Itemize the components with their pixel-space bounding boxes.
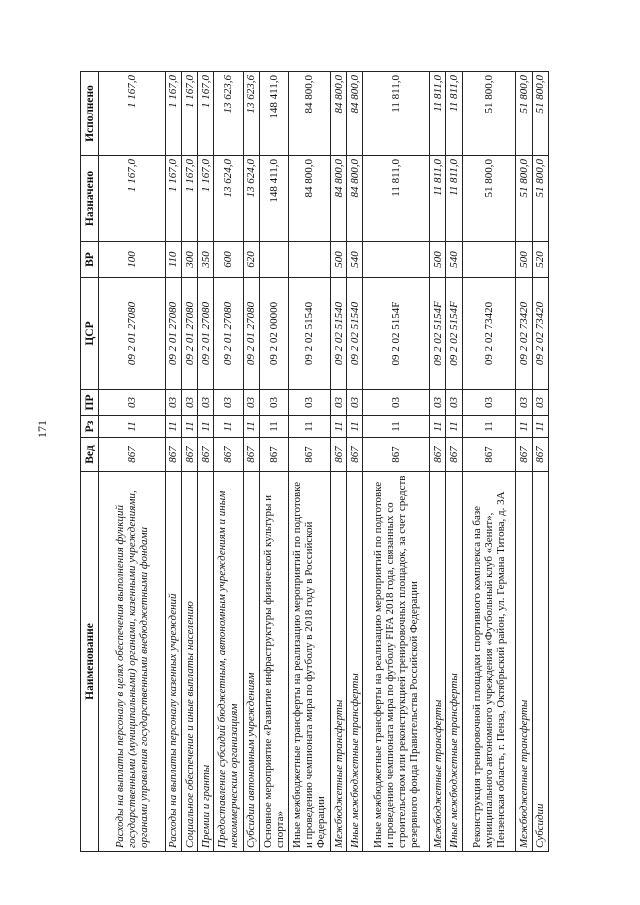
cell-name: Иные межбюджетные трансферты на реализацию мероприятий по подготовке и проведению чемпионата мира по футболу FIFA 2018 года, связанных со строительством или реконструкцией тренировочных площадок, за счет средств резервного фонда Правительства Российской Федерации bbox=[363, 472, 430, 852]
cell-assigned: 13 624,0 bbox=[243, 156, 259, 242]
cell-ved: 867 bbox=[214, 438, 243, 472]
table-row bbox=[516, 72, 532, 852]
cell-assigned: 51 800,0 bbox=[532, 156, 548, 242]
cell-rz: 11 bbox=[330, 416, 346, 438]
header-pr: ПР bbox=[81, 390, 99, 416]
cell-ved: 867 bbox=[516, 438, 532, 472]
header-name: Наименование bbox=[81, 472, 99, 852]
cell-executed: 84 800,0 bbox=[330, 72, 346, 156]
cell-assigned: 148 411,0 bbox=[259, 156, 288, 242]
cell-rz: 11 bbox=[243, 416, 259, 438]
cell-ved: 867 bbox=[462, 438, 516, 472]
header-ved: Вед bbox=[81, 438, 99, 472]
cell-vr bbox=[288, 242, 330, 278]
cell-vr: 620 bbox=[243, 242, 259, 278]
cell-name: Реконструкция тренировочной площадки спортивного комплекса на базе муниципального автономного учреждения «Футбольный клуб «Зенит», Пензенская область, г. Пенза, Октябрьский район, ул. Германа Титова, д. 3А bbox=[462, 472, 516, 852]
cell-executed: 1 167,0 bbox=[99, 72, 166, 156]
table-row bbox=[446, 72, 462, 852]
cell-ved: 867 bbox=[532, 438, 548, 472]
cell-pr: 03 bbox=[446, 390, 462, 416]
cell-pr: 03 bbox=[99, 390, 166, 416]
cell-ved: 867 bbox=[259, 438, 288, 472]
cell-ved: 867 bbox=[243, 438, 259, 472]
cell-vr: 540 bbox=[347, 242, 363, 278]
cell-name: Основное мероприятие «Развитие инфраструктуры физической культуры и спорта» bbox=[259, 472, 288, 852]
cell-vr: 100 bbox=[99, 242, 166, 278]
table-row bbox=[347, 72, 363, 852]
cell-csr: 09 2 02 5154F bbox=[363, 278, 430, 390]
cell-csr: 09 2 02 51540 bbox=[288, 278, 330, 390]
cell-name: Премии и гранты bbox=[198, 472, 214, 852]
cell-pr: 03 bbox=[243, 390, 259, 416]
cell-ved: 867 bbox=[363, 438, 430, 472]
table-row bbox=[288, 72, 330, 852]
cell-assigned: 51 800,0 bbox=[516, 156, 532, 242]
cell-pr: 03 bbox=[214, 390, 243, 416]
cell-pr: 03 bbox=[330, 390, 346, 416]
cell-ved: 867 bbox=[347, 438, 363, 472]
cell-pr: 03 bbox=[198, 390, 214, 416]
cell-name: Расходы на выплаты персоналу в целях обеспечения выполнения функций государственными (муниципальными) органами, казенными учреждениями, органами управления государственными внебюджетными фондами bbox=[99, 472, 166, 852]
cell-executed: 51 800,0 bbox=[462, 72, 516, 156]
header-vr: ВР bbox=[81, 242, 99, 278]
cell-assigned: 11 811,0 bbox=[363, 156, 430, 242]
cell-rz: 11 bbox=[259, 416, 288, 438]
table-row bbox=[430, 72, 446, 852]
cell-executed: 13 623,6 bbox=[214, 72, 243, 156]
cell-name: Межбюджетные трансферты bbox=[330, 472, 346, 852]
cell-rz: 11 bbox=[347, 416, 363, 438]
cell-assigned: 1 167,0 bbox=[165, 156, 181, 242]
cell-rz: 11 bbox=[516, 416, 532, 438]
cell-assigned: 84 800,0 bbox=[347, 156, 363, 242]
cell-pr: 03 bbox=[430, 390, 446, 416]
table-body bbox=[99, 72, 549, 852]
header-csr: ЦСР bbox=[81, 278, 99, 390]
cell-csr: 09 2 01 27080 bbox=[182, 278, 198, 390]
cell-assigned: 51 800,0 bbox=[462, 156, 516, 242]
cell-rz: 11 bbox=[363, 416, 430, 438]
cell-executed: 1 167,0 bbox=[182, 72, 198, 156]
cell-pr: 03 bbox=[182, 390, 198, 416]
cell-pr: 03 bbox=[288, 390, 330, 416]
budget-table-container bbox=[80, 72, 549, 852]
header-rz: Рз bbox=[81, 416, 99, 438]
cell-vr: 110 bbox=[165, 242, 181, 278]
cell-csr: 09 2 01 27080 bbox=[99, 278, 166, 390]
cell-vr: 540 bbox=[446, 242, 462, 278]
cell-vr: 350 bbox=[198, 242, 214, 278]
cell-assigned: 1 167,0 bbox=[182, 156, 198, 242]
cell-rz: 11 bbox=[165, 416, 181, 438]
cell-rz: 11 bbox=[182, 416, 198, 438]
cell-rz: 11 bbox=[446, 416, 462, 438]
header-assigned: Назначено bbox=[81, 156, 99, 242]
cell-assigned: 13 624,0 bbox=[214, 156, 243, 242]
cell-rz: 11 bbox=[430, 416, 446, 438]
cell-vr bbox=[259, 242, 288, 278]
table-row bbox=[363, 72, 430, 852]
cell-assigned: 84 800,0 bbox=[288, 156, 330, 242]
cell-executed: 148 411,0 bbox=[259, 72, 288, 156]
cell-pr: 03 bbox=[516, 390, 532, 416]
cell-name: Иные межбюджетные трансферты bbox=[446, 472, 462, 852]
cell-rz: 11 bbox=[214, 416, 243, 438]
cell-vr: 600 bbox=[214, 242, 243, 278]
cell-rz: 11 bbox=[288, 416, 330, 438]
cell-csr: 09 2 02 73420 bbox=[532, 278, 548, 390]
cell-rz: 11 bbox=[462, 416, 516, 438]
cell-ved: 867 bbox=[430, 438, 446, 472]
header-executed: Исполнено bbox=[81, 72, 99, 156]
cell-executed: 13 623,6 bbox=[243, 72, 259, 156]
table-row bbox=[330, 72, 346, 852]
cell-rz: 11 bbox=[198, 416, 214, 438]
cell-ved: 867 bbox=[330, 438, 346, 472]
cell-name: Иные межбюджетные трансферты bbox=[347, 472, 363, 852]
cell-pr: 03 bbox=[532, 390, 548, 416]
cell-csr: 09 2 02 5154F bbox=[430, 278, 446, 390]
table-row bbox=[214, 72, 243, 852]
cell-ved: 867 bbox=[198, 438, 214, 472]
cell-vr: 500 bbox=[516, 242, 532, 278]
cell-executed: 84 800,0 bbox=[347, 72, 363, 156]
cell-executed: 11 811,0 bbox=[363, 72, 430, 156]
cell-ved: 867 bbox=[99, 438, 166, 472]
cell-pr: 03 bbox=[363, 390, 430, 416]
cell-executed: 11 811,0 bbox=[430, 72, 446, 156]
cell-executed: 51 800,0 bbox=[516, 72, 532, 156]
cell-csr: 09 2 02 73420 bbox=[516, 278, 532, 390]
table-row bbox=[462, 72, 516, 852]
cell-ved: 867 bbox=[288, 438, 330, 472]
cell-csr: 09 2 02 73420 bbox=[462, 278, 516, 390]
budget-table bbox=[80, 71, 549, 852]
cell-vr: 500 bbox=[330, 242, 346, 278]
cell-pr: 03 bbox=[165, 390, 181, 416]
cell-executed: 51 800,0 bbox=[532, 72, 548, 156]
cell-name: Субсидии автономным учреждениям bbox=[243, 472, 259, 852]
table-row bbox=[259, 72, 288, 852]
cell-csr: 09 2 01 27080 bbox=[198, 278, 214, 390]
cell-name: Межбюджетные трансферты bbox=[516, 472, 532, 852]
table-row bbox=[99, 72, 166, 852]
cell-name: Социальное обеспечение и иные выплаты населению bbox=[182, 472, 198, 852]
cell-csr: 09 2 01 27080 bbox=[214, 278, 243, 390]
cell-csr: 09 2 01 27080 bbox=[243, 278, 259, 390]
table-row bbox=[165, 72, 181, 852]
table-row bbox=[243, 72, 259, 852]
cell-rz: 11 bbox=[532, 416, 548, 438]
cell-csr: 09 2 02 00000 bbox=[259, 278, 288, 390]
cell-csr: 09 2 01 27080 bbox=[165, 278, 181, 390]
cell-pr: 03 bbox=[462, 390, 516, 416]
table-row bbox=[198, 72, 214, 852]
cell-ved: 867 bbox=[446, 438, 462, 472]
cell-name: Иные межбюджетные трансферты на реализацию мероприятий по подготовке и проведению чемпионата мира по футболу в 2018 году в Российской Федерации bbox=[288, 472, 330, 852]
cell-name: Субсидии bbox=[532, 472, 548, 852]
cell-rz: 11 bbox=[99, 416, 166, 438]
cell-vr: 300 bbox=[182, 242, 198, 278]
cell-pr: 03 bbox=[259, 390, 288, 416]
cell-csr: 09 2 02 5154F bbox=[446, 278, 462, 390]
cell-vr: 500 bbox=[430, 242, 446, 278]
cell-name: Предоставление субсидий бюджетным, автономным учреждениям и иным некоммерческим организациям bbox=[214, 472, 243, 852]
cell-vr bbox=[363, 242, 430, 278]
cell-assigned: 84 800,0 bbox=[330, 156, 346, 242]
cell-vr: 520 bbox=[532, 242, 548, 278]
table-row bbox=[182, 72, 198, 852]
cell-executed: 84 800,0 bbox=[288, 72, 330, 156]
table-row bbox=[532, 72, 548, 852]
page-number: 171 bbox=[35, 420, 49, 438]
cell-csr: 09 2 02 51540 bbox=[330, 278, 346, 390]
cell-pr: 03 bbox=[347, 390, 363, 416]
cell-ved: 867 bbox=[182, 438, 198, 472]
cell-ved: 867 bbox=[165, 438, 181, 472]
cell-assigned: 11 811,0 bbox=[430, 156, 446, 242]
cell-name: Межбюджетные трансферты bbox=[430, 472, 446, 852]
cell-csr: 09 2 02 51540 bbox=[347, 278, 363, 390]
table-header-row bbox=[81, 72, 99, 852]
cell-executed: 1 167,0 bbox=[165, 72, 181, 156]
cell-name: Расходы на выплаты персоналу казенных учреждений bbox=[165, 472, 181, 852]
cell-executed: 1 167,0 bbox=[198, 72, 214, 156]
cell-assigned: 1 167,0 bbox=[99, 156, 166, 242]
cell-vr bbox=[462, 242, 516, 278]
cell-assigned: 11 811,0 bbox=[446, 156, 462, 242]
cell-executed: 11 811,0 bbox=[446, 72, 462, 156]
cell-assigned: 1 167,0 bbox=[198, 156, 214, 242]
